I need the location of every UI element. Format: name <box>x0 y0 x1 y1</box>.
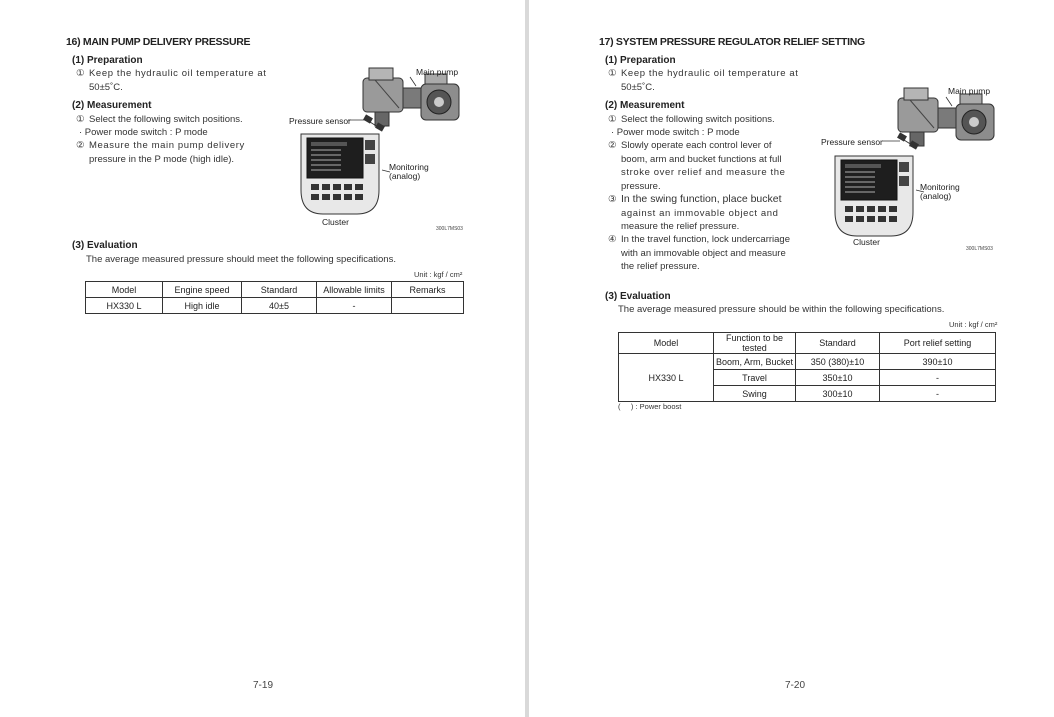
measurement-line: the relief pressure. <box>621 261 700 272</box>
table-cell: Travel <box>714 370 796 386</box>
preparation-line: 50±5˚C. <box>89 82 123 93</box>
cluster-label: Cluster <box>322 217 349 227</box>
unit-label: Unit : kgf / cm² <box>949 320 998 329</box>
table-cell: - <box>880 370 996 386</box>
figure-code: 300L7MS03 <box>436 226 463 232</box>
table-cell: High idle <box>163 298 242 314</box>
evaluation-text: The average measured pressure should be within the following specifications. <box>618 304 945 315</box>
monitoring-sub-label: (analog) <box>389 171 421 181</box>
section-title: 17) SYSTEM PRESSURE REGULATOR RELIEF SETTING <box>599 36 865 48</box>
cluster-label: Cluster <box>853 237 880 247</box>
left-page <box>0 0 525 717</box>
table-row <box>86 298 464 314</box>
evaluation-text: The average measured pressure should meet the following specifications. <box>86 254 396 265</box>
table-header-row <box>86 282 464 298</box>
measurement-line: measure the relief pressure. <box>621 221 740 232</box>
evaluation-heading: (3) Evaluation <box>72 240 138 251</box>
table-cell: - <box>317 298 392 314</box>
step-marker: ② <box>608 140 617 151</box>
table-header: Port relief setting <box>880 333 996 354</box>
table-cell: 390±10 <box>880 354 996 370</box>
table-header-row <box>619 333 996 354</box>
main-pump-label: Main pump <box>948 86 991 96</box>
table-header: Model <box>619 333 714 354</box>
pressure-sensor-label: Pressure sensor <box>821 137 883 147</box>
step-marker: ① <box>76 114 85 125</box>
table-cell: 350±10 <box>796 370 880 386</box>
table-cell-model: HX330 L <box>619 354 714 402</box>
preparation-heading: (1) Preparation <box>72 55 143 66</box>
measurement-line: stroke over relief and measure the <box>621 167 786 178</box>
monitoring-sub-label: (analog) <box>920 191 952 201</box>
table-header: Remarks <box>392 282 464 298</box>
table-cell: HX330 L <box>86 298 163 314</box>
monitoring-label: Monitoring <box>920 182 960 192</box>
pressure-sensor-label: Pressure sensor <box>289 116 351 126</box>
measurement-line: Select the following switch positions. <box>621 114 775 125</box>
table-header: Function to be tested <box>714 333 796 354</box>
table-cell: Boom, Arm, Bucket <box>714 354 796 370</box>
main-pump-label: Main pump <box>416 67 459 77</box>
measurement-line: with an immovable object and measure <box>621 248 786 259</box>
page-number: 7-20 <box>785 680 806 691</box>
measurement-line: · Power mode switch : P mode <box>79 127 208 138</box>
measurement-heading: (2) Measurement <box>72 100 152 111</box>
table-cell <box>392 298 464 314</box>
step-marker: ③ <box>608 194 617 205</box>
step-marker: ② <box>76 140 85 151</box>
measurement-line: In the travel function, lock undercarriage <box>621 234 790 245</box>
measurement-line: against an immovable object and <box>621 208 779 219</box>
table-cell: 350 (380)±10 <box>796 354 880 370</box>
table-header: Model <box>86 282 163 298</box>
measurement-line: In the swing function, place bucket <box>621 193 782 205</box>
table-cell: 40±5 <box>242 298 317 314</box>
evaluation-heading: (3) Evaluation <box>605 291 671 302</box>
preparation-line: Keep the hydraulic oil temperature at <box>621 68 799 79</box>
right-page <box>529 0 1054 717</box>
measurement-line: pressure in the P mode (high idle). <box>89 154 235 165</box>
step-marker: ④ <box>608 234 617 245</box>
monitoring-label: Monitoring <box>389 162 429 172</box>
table-header: Standard <box>242 282 317 298</box>
table-row <box>619 354 996 370</box>
unit-label: Unit : kgf / cm² <box>414 270 463 279</box>
measurement-line: boom, arm and bucket functions at full <box>621 154 782 165</box>
spec-table <box>618 332 996 402</box>
step-marker: ① <box>76 68 85 79</box>
measurement-line: Measure the main pump delivery <box>89 140 245 151</box>
table-footnote: ( ) : Power boost <box>618 402 682 411</box>
measurement-line: · Power mode switch : P mode <box>611 127 740 138</box>
measurement-heading: (2) Measurement <box>605 100 685 111</box>
figure-code: 300L7MS03 <box>966 246 993 252</box>
table-cell: - <box>880 386 996 402</box>
step-marker: ① <box>608 114 617 125</box>
preparation-line: 50±5˚C. <box>621 82 655 93</box>
table-cell: Swing <box>714 386 796 402</box>
table-header: Standard <box>796 333 880 354</box>
step-marker: ① <box>608 68 617 79</box>
table-cell: 300±10 <box>796 386 880 402</box>
preparation-heading: (1) Preparation <box>605 55 676 66</box>
measurement-line: pressure. <box>621 181 661 192</box>
table-header: Allowable limits <box>317 282 392 298</box>
measurement-line: Slowly operate each control lever of <box>621 140 772 151</box>
table-header: Engine speed <box>163 282 242 298</box>
measurement-line: Select the following switch positions. <box>89 114 243 125</box>
section-title: 16) MAIN PUMP DELIVERY PRESSURE <box>66 36 251 48</box>
spec-table <box>85 281 464 314</box>
page-number: 7-19 <box>253 680 274 691</box>
preparation-line: Keep the hydraulic oil temperature at <box>89 68 267 79</box>
